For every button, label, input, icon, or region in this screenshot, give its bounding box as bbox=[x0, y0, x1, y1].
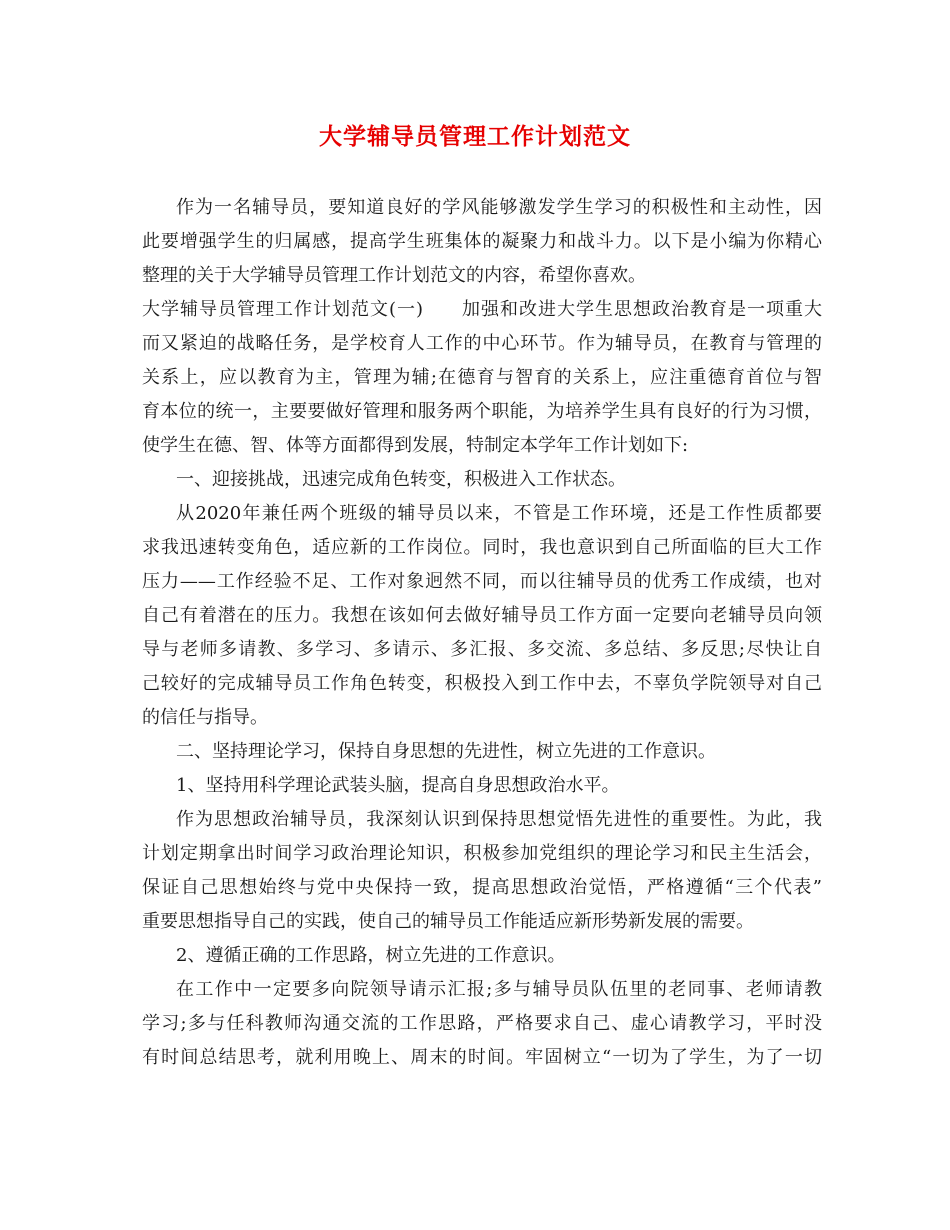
text-line: 重要思想指导自己的实践，使自己的辅导员工作能适应新形势新发展的需要。 bbox=[142, 911, 754, 932]
text-line: 大学辅导员管理工作计划范文(一) 加强和改进大学生思想政治教育是一项重大 bbox=[142, 299, 822, 320]
subsection-heading: 2、遵循正确的工作思路，树立先进的工作意识。 bbox=[176, 945, 566, 966]
text-line: 有时间总结思考，就利用晚上、周末的时间。牢固树立“一切为了学生，为了一切 bbox=[142, 1047, 822, 1068]
text-line: 压力——工作经验不足、工作对象迥然不同，而以往辅导员的优秀工作成绩，也对 bbox=[142, 571, 822, 592]
text-line: 在工作中一定要多向院领导请示汇报;多与辅导员队伍里的老同事、老师请教 bbox=[176, 979, 822, 1000]
text-line: 求我迅速转变角色，适应新的工作岗位。同时，我也意识到自己所面临的巨大工作 bbox=[142, 537, 822, 558]
text-line: 计划定期拿出时间学习政治理论知识，积极参加党组织的理论学习和民主生活会， bbox=[142, 843, 822, 864]
text-line: 作为思想政治辅导员，我深刻认识到保持思想觉悟先进性的重要性。为此，我 bbox=[176, 809, 822, 830]
text-line: 己较好的完成辅导员工作角色转变，积极投入到工作中去，不辜负学院领导对自己 bbox=[142, 673, 822, 694]
document-title: 大学辅导员管理工作计划范文 bbox=[319, 123, 631, 150]
text-line: 作为一名辅导员，要知道良好的学风能够激发学生学习的积极性和主动性，因 bbox=[176, 197, 822, 218]
text-line: 从2020年兼任两个班级的辅导员以来，不管是工作环境，还是工作性质都要 bbox=[176, 503, 822, 524]
text-line: 育本位的统一，主要要做好管理和服务两个职能，为培养学生具有良好的行为习惯， bbox=[142, 401, 822, 422]
text-line: 自己有着潜在的压力。我想在该如何去做好辅导员工作方面一定要向老辅导员向领 bbox=[142, 605, 822, 626]
text-line: 导与老师多请教、多学习、多请示、多汇报、多交流、多总结、多反思;尽快让自 bbox=[142, 639, 822, 660]
subsection-heading: 1、坚持用科学理论武装头脑，提高自身思想政治水平。 bbox=[176, 775, 620, 796]
section-heading: 二、坚持理论学习，保持自身思想的先进性，树立先进的工作意识。 bbox=[176, 741, 716, 762]
text-line: 使学生在德、智、体等方面都得到发展，特制定本学年工作计划如下: bbox=[142, 435, 689, 456]
section-heading: 一、迎接挑战，迅速完成角色转变，积极进入工作状态。 bbox=[176, 469, 626, 490]
text-line: 的信任与指导。 bbox=[142, 707, 268, 728]
text-line: 整理的关于大学辅导员管理工作计划范文的内容，希望你喜欢。 bbox=[142, 265, 646, 286]
text-line: 学习;多与任科教师沟通交流的工作思路，严格要求自己、虚心请教学习，平时没 bbox=[142, 1013, 822, 1034]
text-line: 保证自己思想始终与党中央保持一致，提高思想政治觉悟，严格遵循“三个代表” bbox=[142, 877, 822, 898]
text-line: 关系上，应以教育为主，管理为辅;在德育与智育的关系上，应注重德育首位与智 bbox=[142, 367, 822, 388]
text-line: 此要增强学生的归属感，提高学生班集体的凝聚力和战斗力。以下是小编为你精心 bbox=[142, 231, 822, 252]
text-line: 而又紧迫的战略任务，是学校育人工作的中心环节。作为辅导员，在教育与管理的 bbox=[142, 333, 822, 354]
